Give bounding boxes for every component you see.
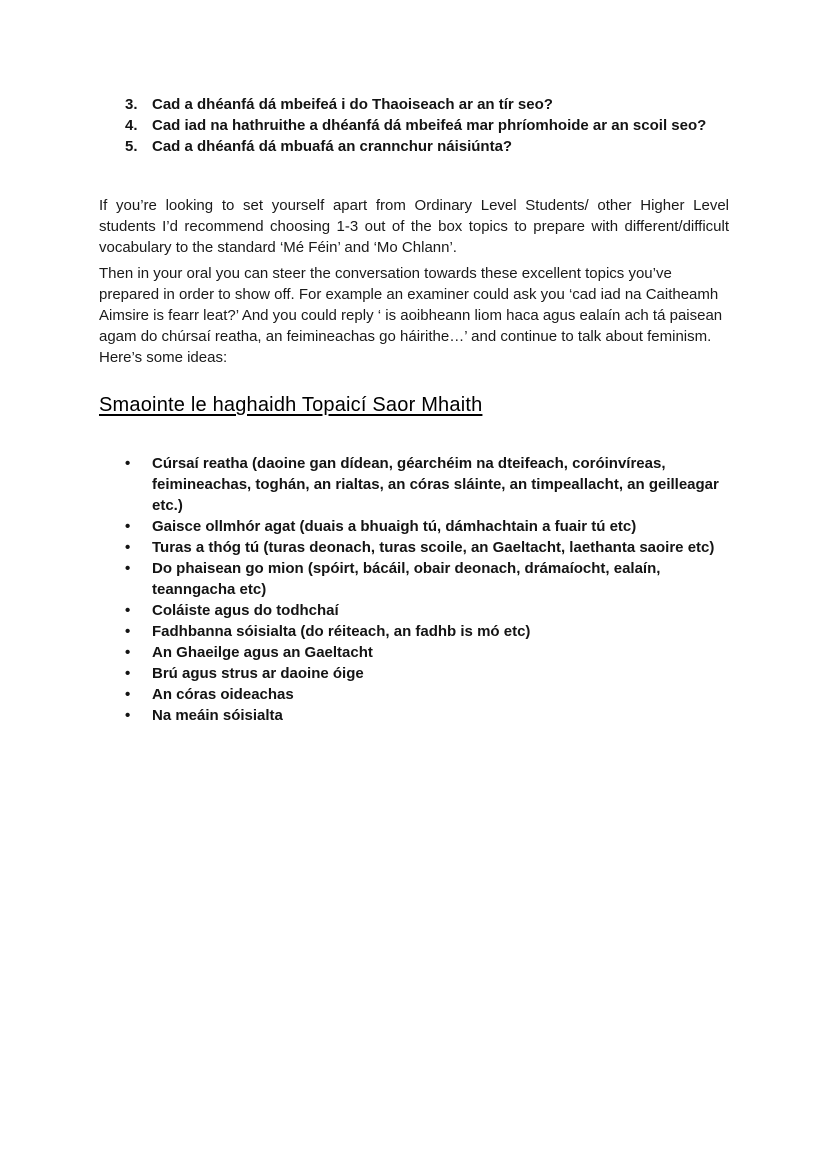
bullet-item [125,516,729,537]
bullet-item [125,621,729,642]
list-item-number: 4. [125,117,138,134]
bullet-marker: • [125,455,131,472]
bullet-text: Fadhbanna sóisialta (do réiteach, an fadhb is mó etc) [152,623,531,640]
topic-bullet-list [125,453,729,726]
numbered-list-item [125,115,729,136]
bullet-marker: • [125,707,131,724]
list-item-number: 5. [125,138,138,155]
numbered-question-list [125,94,729,157]
bullet-item [125,684,729,705]
bullet-marker: • [125,518,131,535]
list-item-number: 3. [125,96,138,113]
bullet-item [125,537,729,558]
list-item-text: Cad a dhéanfá dá mbuafá an crannchur náisiúnta? [152,138,513,155]
numbered-list-item [125,94,729,115]
bullet-marker: • [125,623,131,640]
bullet-text: Brú agus strus ar daoine óige [152,665,364,682]
bullet-text: An Ghaeilge agus an Gaeltacht [152,644,373,661]
bullet-marker: • [125,644,131,661]
bullet-text: Coláiste agus do todhchaí [152,602,339,619]
bullet-text: Turas a thóg tú (turas deonach, turas scoile, an Gaeltacht, laethanta saoire etc) [152,539,715,556]
bullet-marker: • [125,686,131,703]
bullet-marker: • [125,560,131,577]
bullet-text: Gaisce ollmhór agat (duais a bhuaigh tú, dámhachtain a fuair tú etc) [152,518,637,535]
bullet-text: Cúrsaí reatha (daoine gan dídean, géarchéim na dteifeach, coróinvíreas, feimineachas, toghán, an rialtas, an córas sláinte, an timpeallacht, an geilleagar etc.) [152,455,719,514]
paragraph-advice: Then in your oral you can steer the conversation towards these excellent topics you’ve prepared in order to show off. For example an examiner could ask you ‘cad iad na Caitheamh Aimsire is fearr leat?’ And you could reply ‘ is aoibheann liom haca agus ealaín ach tá paisean agam do chúrsaí reatha, an feimineachas go háirithe…’ and continue to talk about feminism. [99,265,723,345]
numbered-list-item [125,136,729,157]
bullet-item [125,600,729,621]
paragraph-intro: If you’re looking to set yourself apart from Ordinary Level Students/ other Higher Level students I’d recommend choosing 1-3 out of the box topics to prepare with different/difficult vocabulary to the standard ‘Mé Féin’ and ‘Mo Chlann’. [99,197,729,256]
section-heading: Smaointe le haghaidh Topaicí Saor Mhaith [99,394,483,416]
bullet-marker: • [125,665,131,682]
bullet-text: Do phaisean go mion (spóirt, bácáil, obair deonach, drámaíocht, ealaín, teanngacha etc) [152,560,661,598]
intro-paragraphs [99,195,729,368]
bullet-item [125,558,729,600]
document-content [99,94,729,726]
bullet-marker: • [125,602,131,619]
bullet-item [125,663,729,684]
paragraph-ideas-lead: Here’s some ideas: [99,349,228,366]
list-item-text: Cad iad na hathruithe a dhéanfá dá mbeifeá mar phríomhoide ar an scoil seo? [152,117,707,134]
bullet-item [125,705,729,726]
bullet-text: An córas oideachas [152,686,294,703]
bullet-text: Na meáin sóisialta [152,707,283,724]
bullet-item [125,642,729,663]
bullet-marker: • [125,539,131,556]
list-item-text: Cad a dhéanfá dá mbeifeá i do Thaoiseach ar an tír seo? [152,96,553,113]
bullet-item [125,453,729,516]
